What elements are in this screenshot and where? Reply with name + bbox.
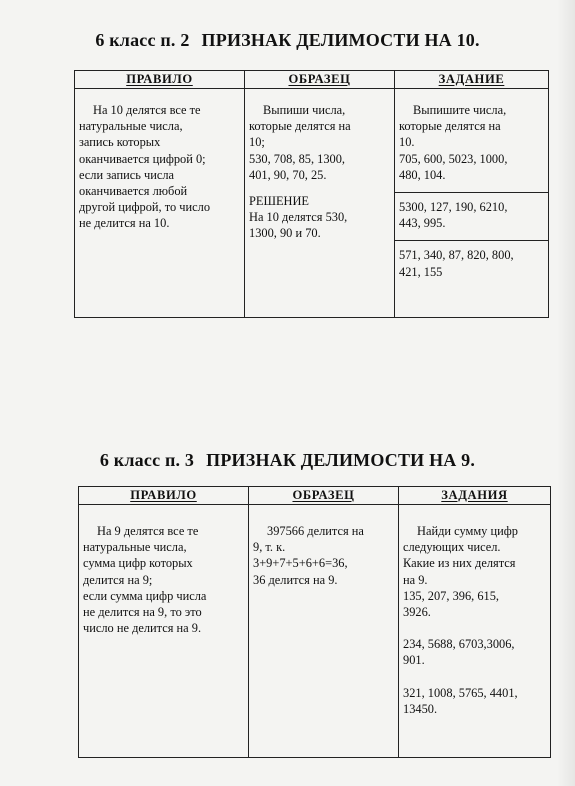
task-line: 705, 600, 5023, 1000, (399, 151, 508, 166)
task-line: которые делятся на (399, 119, 501, 134)
task-line: следующих чисел. (403, 540, 501, 555)
sample-cell (249, 505, 399, 758)
task-line: 321, 1008, 5765, 4401, (403, 685, 518, 700)
task-line: на 9. (403, 572, 428, 587)
rule-line: сумма цифр которых (83, 556, 193, 571)
task-line: 901. (403, 653, 425, 668)
rule-line: На 10 делятся все те (93, 103, 201, 117)
task-line: 480, 104. (399, 167, 446, 182)
task-line: 13450. (403, 701, 438, 716)
rule-line: оканчивается цифрой 0; (79, 151, 206, 166)
task-line: 234, 5688, 6703,3006, (403, 637, 515, 652)
rule-line: оканчивается любой (79, 184, 188, 199)
rule-line: запись которых (79, 135, 161, 150)
rule-line: На 9 делятся все те (97, 524, 199, 538)
rule-line: если сумма цифр числа (83, 588, 207, 603)
task-divider (395, 240, 548, 241)
task-line: 421, 155 (399, 264, 443, 279)
task-line: 5300, 127, 190, 6210, (399, 200, 508, 215)
task-line: 443, 995. (399, 216, 446, 231)
section-grade-label: 6 класс п. 3 (99, 450, 195, 470)
task-divider (395, 192, 548, 193)
section-heading: ПРИЗНАК ДЕЛИМОСТИ НА 9. (206, 450, 476, 470)
header-task: ЗАДАНИЯ (399, 487, 551, 505)
task-line: Какие из них делятся (403, 556, 516, 571)
rule-line: другой цифрой, то число (79, 200, 211, 215)
rule-line: число не делится на 9. (83, 621, 202, 636)
page-edge-shadow (557, 0, 575, 786)
sample-line: 9, т. к. (253, 540, 286, 555)
task-line: 571, 340, 87, 820, 800, (399, 248, 514, 263)
divisibility-10-table (74, 70, 549, 318)
sample-line: Выпиши числа, (263, 103, 346, 117)
rule-line: если запись числа (79, 167, 175, 182)
header-rule: ПРАВИЛО (75, 71, 245, 89)
header-sample: ОБРАЗЕЦ (249, 487, 399, 505)
section-title-div9 (0, 450, 575, 471)
sample-line: которые делятся на (249, 119, 351, 134)
rule-line: натуральные числа, (79, 119, 183, 134)
sample-line: 36 делится на 9. (253, 572, 338, 587)
sample-line: 401, 90, 70, 25. (249, 167, 327, 182)
rule-line: не делится на 10. (79, 216, 170, 231)
section-heading: ПРИЗНАК ДЕЛИМОСТИ НА 10. (201, 30, 480, 50)
section-title-div10 (0, 30, 575, 51)
task-cell (395, 89, 549, 318)
solution-line: 1300, 90 и 70. (249, 226, 321, 241)
solution-heading: РЕШЕНИЕ (249, 194, 309, 209)
solution-line: На 10 делятся 530, (249, 210, 348, 225)
task-line: 135, 207, 396, 615, (403, 588, 500, 603)
header-rule: ПРАВИЛО (79, 487, 249, 505)
rule-line: делится на 9; (83, 572, 153, 587)
sample-line: 530, 708, 85, 1300, (249, 151, 346, 166)
task-cell (399, 505, 551, 758)
rule-cell (75, 89, 245, 318)
task-line: Найди сумму цифр (417, 524, 518, 538)
sample-line: 10; (249, 135, 265, 150)
sample-line: 3+9+7+5+6+6=36, (253, 556, 348, 571)
task-line: 3926. (403, 605, 431, 620)
rule-cell (79, 505, 249, 758)
header-sample: ОБРАЗЕЦ (245, 71, 395, 89)
header-task: ЗАДАНИЕ (395, 71, 549, 89)
sample-cell (245, 89, 395, 318)
rule-line: натуральные числа, (83, 540, 187, 555)
section-grade-label: 6 класс п. 2 (95, 30, 190, 50)
task-line: 10. (399, 135, 415, 150)
rule-line: не делится на 9, то это (83, 605, 202, 620)
task-line: Выпишите числа, (413, 103, 507, 117)
divisibility-9-table (78, 486, 551, 758)
sample-line: 397566 делится на (267, 524, 364, 538)
